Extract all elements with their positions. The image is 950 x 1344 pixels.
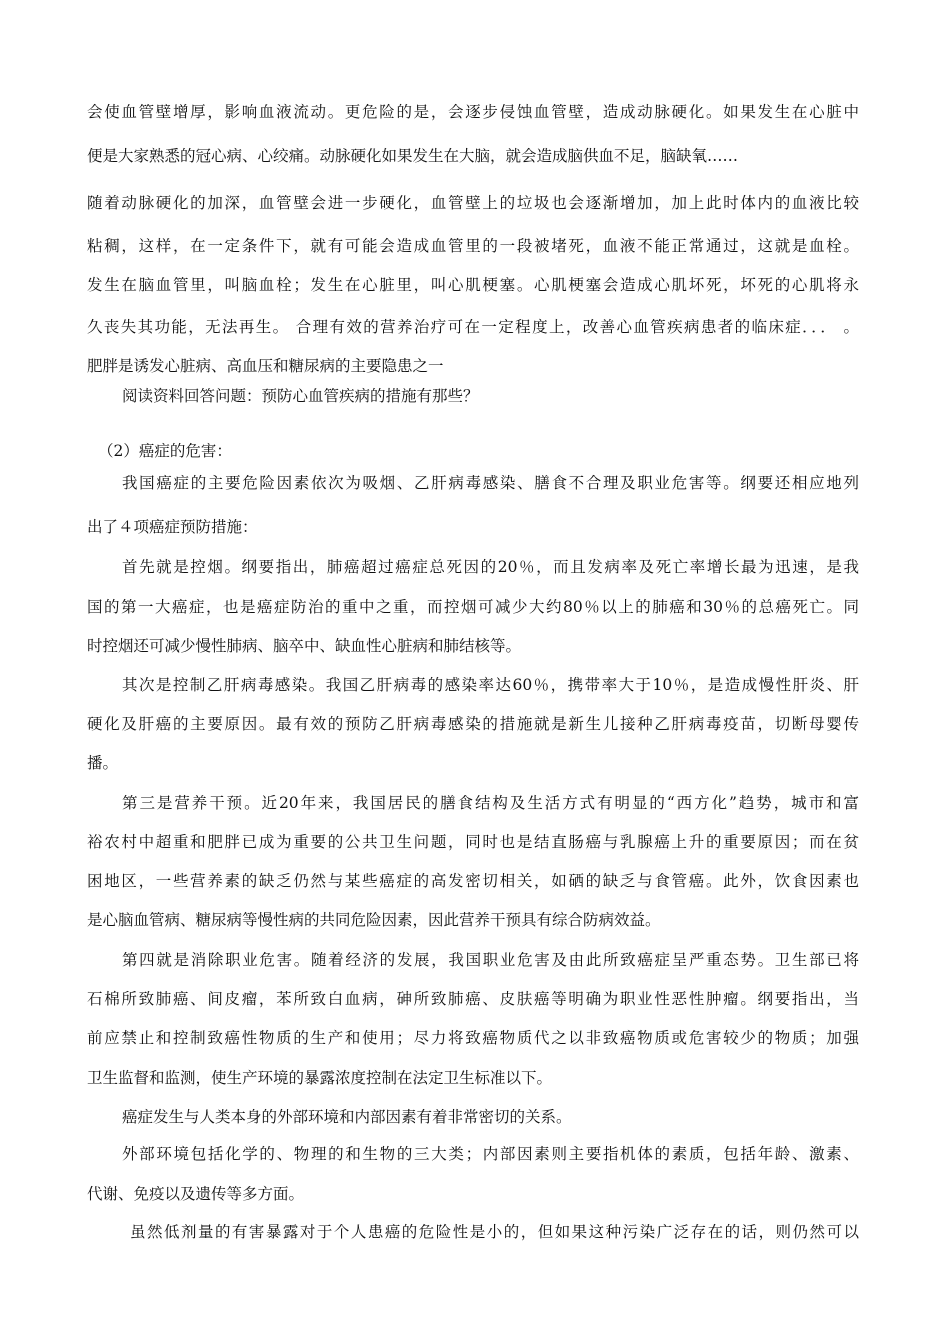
paragraph-line: 第四就是消除职业危害。随着经济的发展，我国职业危害及由此所致癌症呈严重态势。卫生部已将: [122, 951, 859, 969]
paragraph-line: 石棉所致肺癌、间皮瘤，苯所致白血病，砷所致肺癌、皮肤癌等明确为职业性恶性肿瘤。纲要指出，当: [87, 990, 859, 1008]
paragraph-line: 外部环境包括化学的、物理的和生物的三大类；内部因素则主要指机体的素质，包括年龄、激素、: [122, 1145, 859, 1163]
paragraph-line: 代谢、免疫以及遗传等多方面。: [87, 1185, 305, 1203]
paragraph-line: 会使血管壁增厚，影响血液流动。更危险的是，会逐步侵蚀血管壁，造成动脉硬化。如果发生在心脏中: [87, 103, 859, 121]
paragraph-line: 裕农村中超重和肥胖已成为重要的公共卫生问题，同时也是结直肠癌与乳腺癌上升的重要原因；而在贫: [87, 833, 859, 851]
paragraph-line: 出了４项癌症预防措施：: [87, 518, 258, 536]
paragraph-line: 播。: [87, 754, 119, 772]
paragraph-line: 是心脑血管病、糖尿病等慢性病的共同危险因素，因此营养干预具有综合防病效益。: [87, 911, 661, 929]
paragraph-line: 久丧失其功能，无法再生。 合理有效的营养治疗可在一定程度上，改善心血管疾病患者的临床症．．． 。: [87, 318, 859, 336]
paragraph-line: 我国癌症的主要危险因素依次为吸烟、乙肝病毒感染、膳食不合理及职业危害等。纲要还相应地列: [122, 474, 859, 492]
paragraph-line: 困地区，一些营养素的缺乏仍然与某些癌症的高发密切相关，如硒的缺乏与食管癌。此外，饮食因素也: [87, 872, 859, 890]
paragraph-line: 肥胖是诱发心脏病、高血压和糖尿病的主要隐患之一: [87, 357, 444, 375]
paragraph-line: 便是大家熟悉的冠心病、心绞痛。动脉硬化如果发生在大脑，就会造成脑供血不足，脑缺氧……: [87, 147, 739, 165]
paragraph-line: 国的第一大癌症，也是癌症防治的重中之重，而控烟可减少大约80％以上的肺癌和30％的总癌死亡。同: [87, 598, 859, 616]
paragraph-line: 虽然低剂量的有害暴露对于个人患癌的危险性是小的，但如果这种污染广泛存在的话，则仍然可以: [130, 1223, 859, 1241]
paragraph-line: 发生在脑血管里，叫脑血栓；发生在心脏里，叫心肌梗塞。心肌梗塞会造成心肌坏死，坏死的心肌将永: [87, 276, 859, 294]
paragraph-line: 其次是控制乙肝病毒感染。我国乙肝病毒的感染率达60％，携带率大于10％，是造成慢性肝炎、肝: [122, 676, 859, 694]
paragraph-line: 卫生监督和监测，使生产环境的暴露浓度控制在法定卫生标准以下。: [87, 1069, 553, 1087]
paragraph-line: 硬化及肝癌的主要原因。最有效的预防乙肝病毒感染的措施就是新生儿接种乙肝病毒疫苗，切断母婴传: [87, 715, 859, 733]
section-heading: （2）癌症的危害：: [98, 442, 232, 460]
paragraph-line: 时控烟还可减少慢性肺病、脑卒中、缺血性心脏病和肺结核等。: [87, 637, 522, 655]
paragraph-line: 前应禁止和控制致癌性物质的生产和使用；尽力将致癌物质代之以非致癌物质或危害较少的物质；加强: [87, 1029, 859, 1047]
paragraph-line: 第三是营养干预。近20年来，我国居民的膳食结构及生活方式有明显的“西方化”趋势，城市和富: [122, 794, 859, 812]
question-line: 阅读资料回答问题：预防心血管疾病的措施有那些？: [122, 387, 479, 405]
paragraph-line: 癌症发生与人类本身的外部环境和内部因素有着非常密切的关系。: [122, 1108, 572, 1126]
paragraph-line: 首先就是控烟。纲要指出，肺癌超过癌症总死因的20％，而且发病率及死亡率增长最为迅速，是我: [122, 558, 859, 576]
paragraph-line: 粘稠，这样，在一定条件下，就有可能会造成血管里的一段被堵死，血液不能正常通过，这就是血栓。: [87, 237, 859, 255]
paragraph-line: 随着动脉硬化的加深，血管壁会进一步硬化，血管壁上的垃圾也会逐渐增加，加上此时体内的血液比较: [87, 194, 859, 212]
